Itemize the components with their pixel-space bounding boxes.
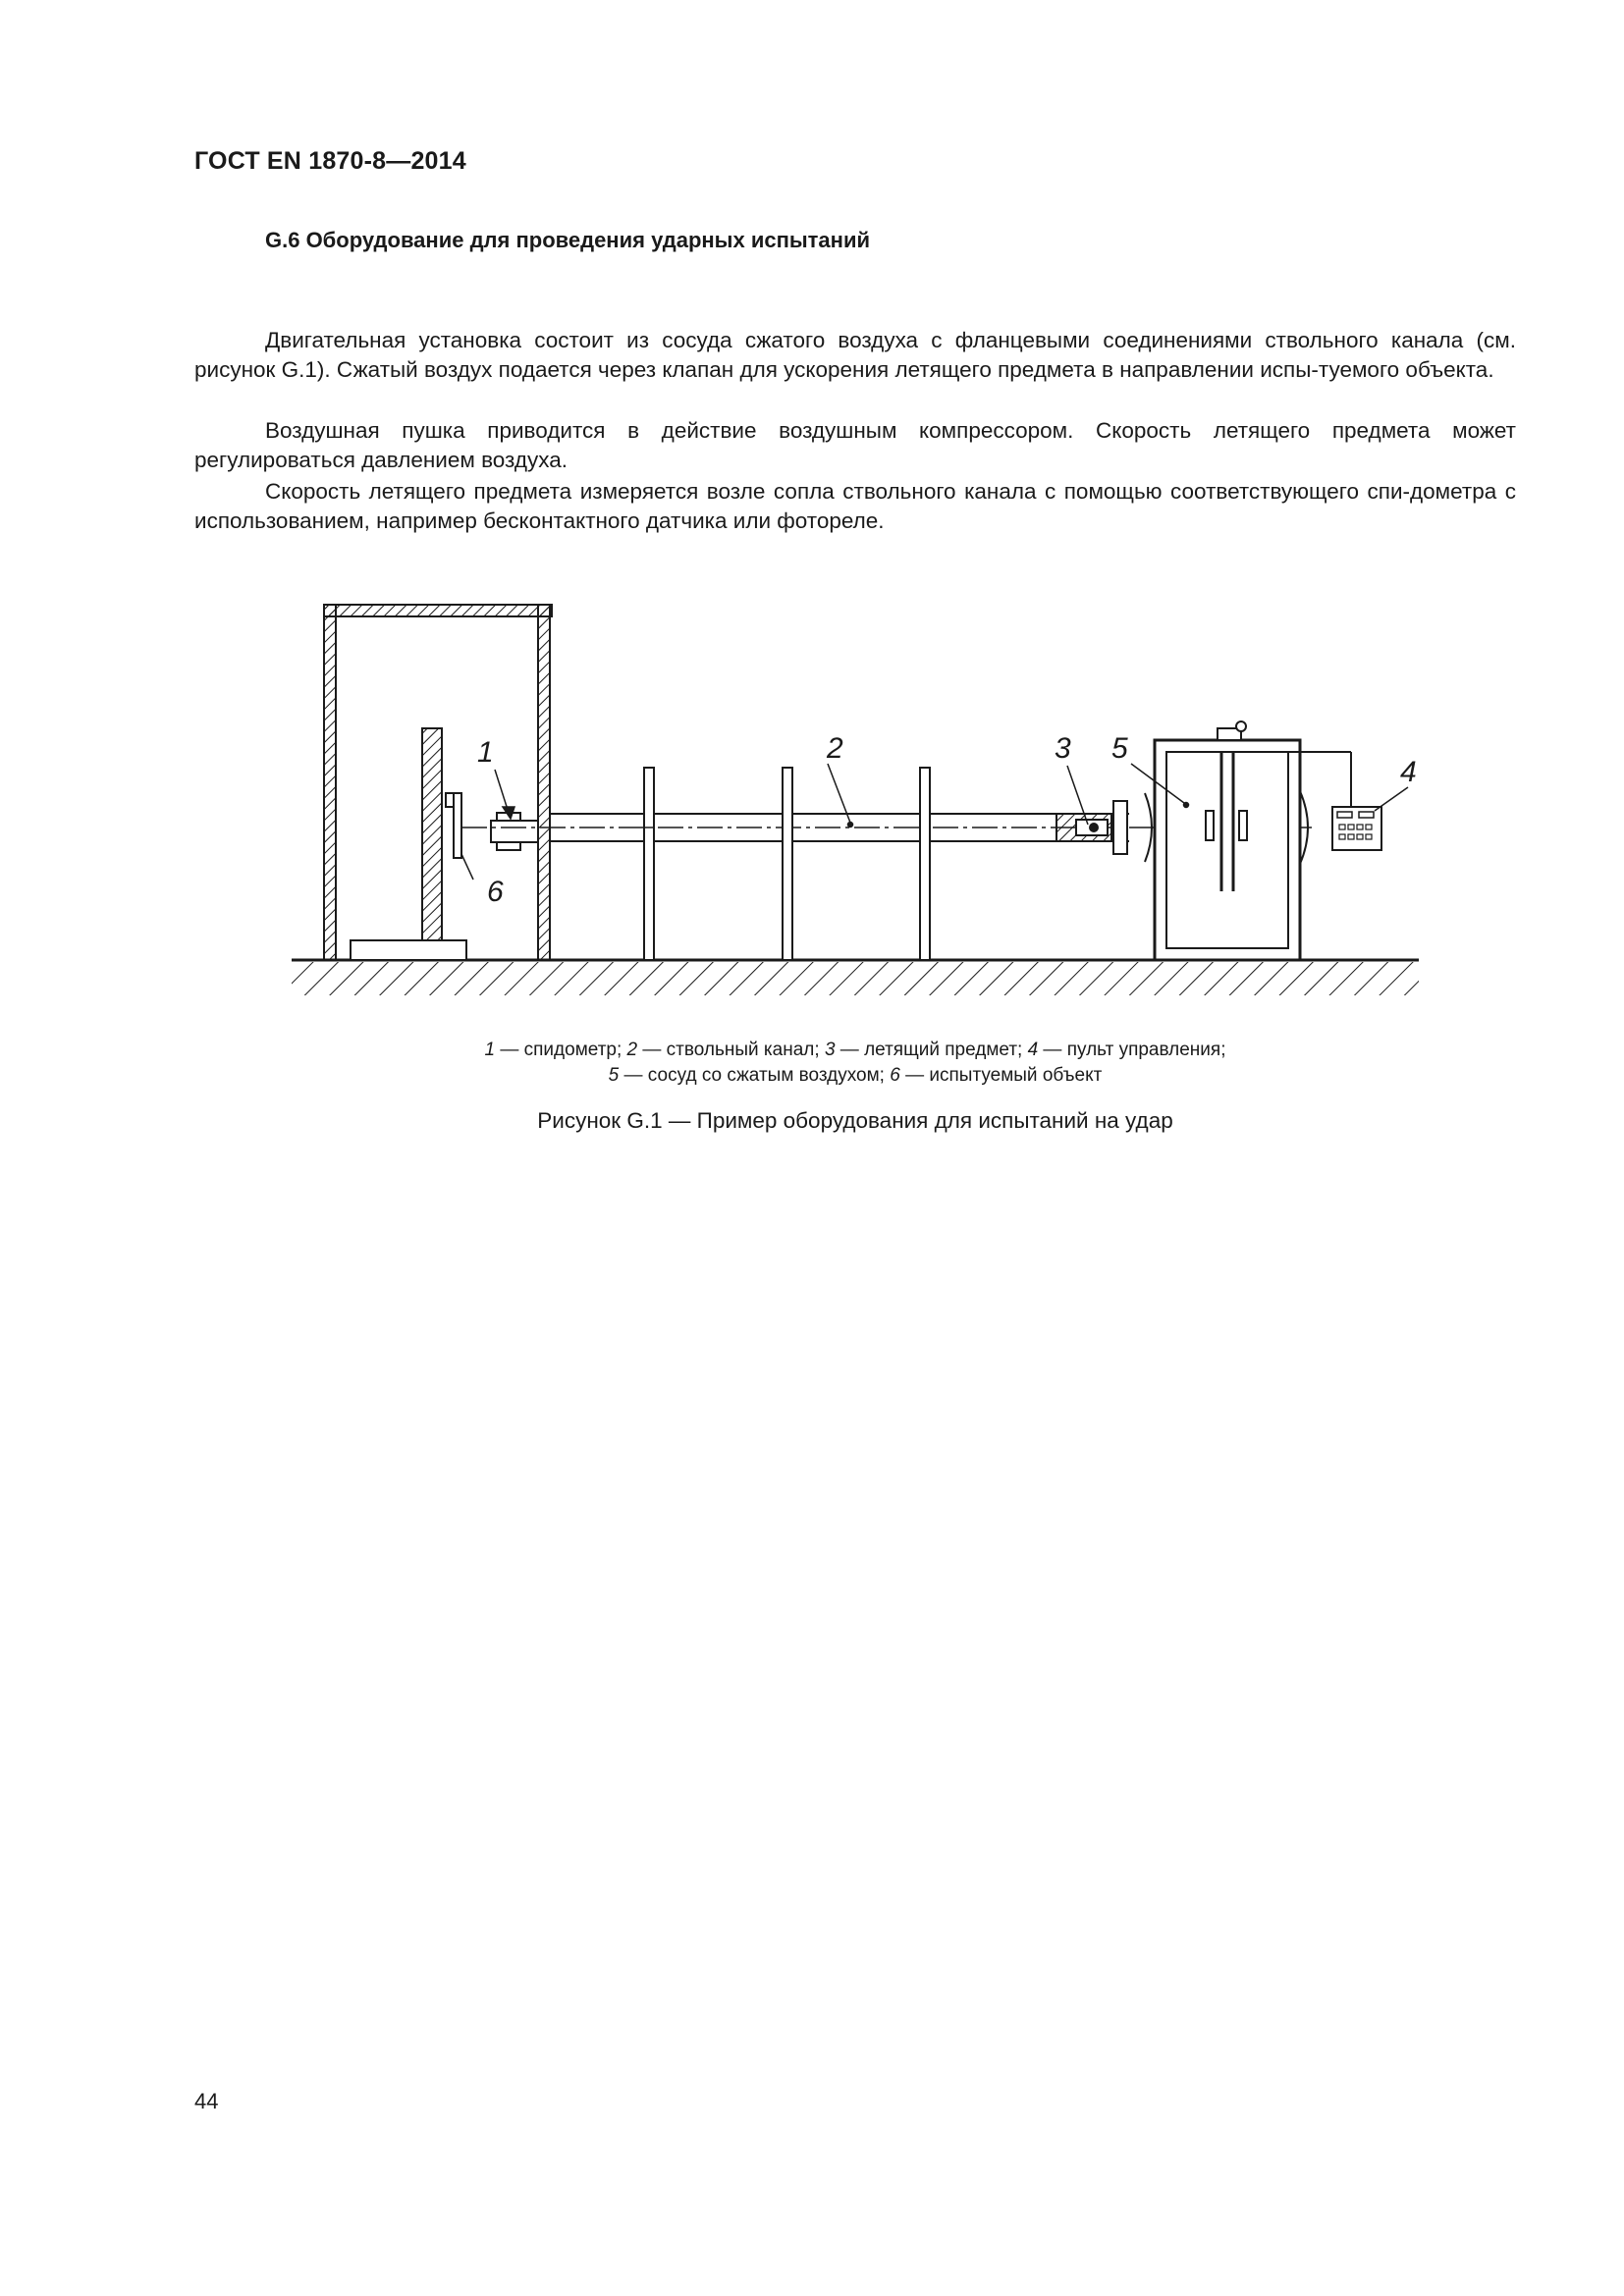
legend-line-1 bbox=[194, 1038, 1516, 1063]
paragraph-1: Двигательная установка состоит из сосуда сжатого воздуха с фланцевыми соединениями ствольного канала (см. рисунок G.1). Сжатый воздух подается через клапан для ускорения летящего предмета в направлении испы-туемого объекта. bbox=[194, 328, 1516, 382]
figure-caption: Рисунок G.1 — Пример оборудования для испытаний на удар bbox=[537, 1108, 1173, 1133]
section-title: G.6 Оборудование для проведения ударных испытаний bbox=[265, 228, 870, 252]
document-header: ГОСТ EN 1870-8—2014 bbox=[194, 147, 466, 175]
callout-4: 4 bbox=[1400, 756, 1417, 788]
legend-text: — пульт управления; bbox=[1038, 1040, 1226, 1060]
test-object bbox=[351, 728, 466, 960]
callout-1: 1 bbox=[477, 736, 494, 769]
legend-text: — ствольный канал; bbox=[637, 1040, 825, 1060]
paragraph-2: Воздушная пушка приводится в действие воздушным компрессором. Скорость летящего предмета может регулироваться давлением воздуха. bbox=[194, 418, 1516, 472]
legend-num: 6 bbox=[890, 1065, 900, 1086]
legend-line-2 bbox=[194, 1063, 1516, 1089]
legend-num: 3 bbox=[824, 1040, 836, 1060]
callout-leaders bbox=[461, 764, 1408, 880]
callout-3: 3 bbox=[1055, 732, 1071, 765]
projectile bbox=[1056, 814, 1111, 841]
legend-num: 5 bbox=[608, 1065, 620, 1086]
legend-num: 2 bbox=[626, 1040, 638, 1060]
figure-legend bbox=[194, 1038, 1516, 1089]
compressed-air-vessel bbox=[1113, 721, 1351, 960]
callout-2: 2 bbox=[827, 732, 843, 765]
page-number: 44 bbox=[194, 2089, 219, 2113]
legend-text: — летящий предмет; bbox=[835, 1040, 1028, 1060]
callout-5: 5 bbox=[1111, 732, 1128, 765]
legend-num: 4 bbox=[1027, 1040, 1039, 1060]
ground bbox=[292, 960, 1419, 995]
legend-text: — сосуд со сжатым воздухом; bbox=[619, 1065, 891, 1086]
paragraph-3: Скорость летящего предмета измеряется возле сопла ствольного канала с помощью соответствующего спи-дометра с использованием, например бесконтактного датчика или фотореле. bbox=[194, 479, 1516, 533]
test-enclosure bbox=[324, 605, 552, 960]
legend-num: 1 bbox=[484, 1040, 496, 1060]
legend-text: — спидометр; bbox=[495, 1040, 627, 1060]
speedometer bbox=[491, 813, 538, 850]
legend-text: — испытуемый объект bbox=[899, 1065, 1103, 1086]
barrel-channel bbox=[461, 768, 1316, 960]
control-panel bbox=[1332, 807, 1381, 850]
callout-6: 6 bbox=[487, 876, 504, 908]
